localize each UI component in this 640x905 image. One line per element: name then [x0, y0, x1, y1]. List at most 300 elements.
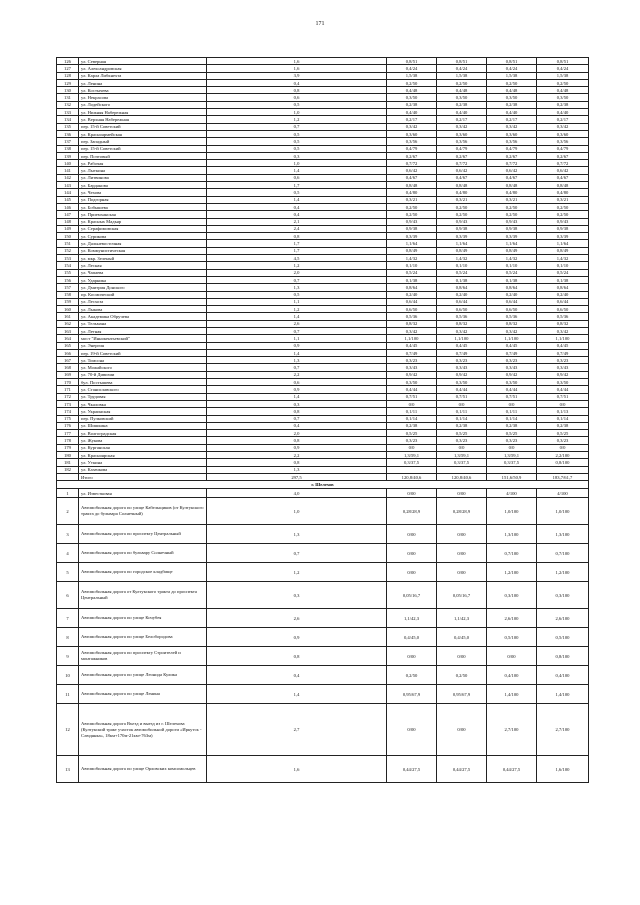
road-name: ул. Чапаева [79, 269, 207, 276]
table-row [57, 498, 589, 525]
value-col-1 [387, 466, 437, 473]
value-col-1: 0,7/51 [387, 393, 437, 400]
row-number: 132 [57, 101, 79, 108]
row-number: 7 [57, 609, 79, 628]
value-col-4: 0,2/40 [537, 291, 589, 298]
value-col-4 [537, 466, 589, 473]
value-col-4: 0,3/56 [537, 138, 589, 145]
table-row [57, 400, 589, 407]
value-col-3: 2,7/100 [487, 704, 537, 756]
row-number: 145 [57, 196, 79, 203]
table-row [57, 489, 589, 498]
row-number: 139 [57, 152, 79, 159]
value-col-2: 0,3/42 [437, 123, 487, 130]
value-col-1: 1,1/100 [387, 335, 437, 342]
road-name: ул. Дальневосточная [79, 240, 207, 247]
value-col-2: 0,95/67,9 [437, 685, 487, 704]
value-col-4: 0,7/49 [537, 349, 589, 356]
table-row [57, 525, 589, 544]
value-col-2: 0,5/25 [437, 430, 487, 437]
value-col-2: 0/00 [437, 563, 487, 582]
value-col-4: 0,8/100 [537, 647, 589, 666]
road-length: 0,9 [207, 386, 387, 393]
value-col-4: 0,8/64 [537, 284, 589, 291]
table-row [57, 262, 589, 269]
value-col-4: 4/100 [537, 489, 589, 498]
row-number: 179 [57, 444, 79, 451]
table-row [57, 357, 589, 364]
value-col-2: 0,4/45,0 [437, 628, 487, 647]
road-length: 0,8 [207, 437, 387, 444]
value-col-1: 0,4/80 [387, 189, 437, 196]
value-col-4: 0,9/43 [537, 218, 589, 225]
road-length: 0,7 [207, 544, 387, 563]
road-length: 2,2 [207, 371, 387, 378]
table-row [57, 459, 589, 466]
value-col-4: 0/0 [537, 400, 589, 407]
row-number: 131 [57, 94, 79, 101]
table-row [57, 422, 589, 429]
row-number: 130 [57, 87, 79, 94]
table-row [57, 130, 589, 137]
road-name: Автомобильная дорога по бульвару Солнечный [79, 544, 207, 563]
value-col-1: 0,7/49 [387, 349, 437, 356]
road-length: 1,3 [207, 284, 387, 291]
road-length: 0,8 [207, 233, 387, 240]
total-empty [57, 473, 79, 480]
value-col-1: 0,1/38 [387, 276, 437, 283]
value-col-1: 1,3/59,1 [387, 452, 437, 459]
value-col-2: 0,5/36 [437, 313, 487, 320]
road-name: ул. Уткина [79, 459, 207, 466]
table-row [57, 371, 589, 378]
value-col-3: 1,4/100 [487, 685, 537, 704]
row-number: 10 [57, 666, 79, 685]
value-col-1: 0,2/50 [387, 79, 437, 86]
road-name: ул. Лыткина [79, 167, 207, 174]
value-col-1: 0,6/50 [387, 306, 437, 313]
row-number: 8 [57, 628, 79, 647]
road-name: ул. Красноармейская [79, 130, 207, 137]
table-row [57, 704, 589, 756]
value-col-2: 0,4/40 [437, 109, 487, 116]
table-row [57, 225, 589, 232]
value-col-2: 0,2/38 [437, 101, 487, 108]
value-col-3: 1,1/64 [487, 240, 537, 247]
value-col-2: 0,4/48 [437, 87, 487, 94]
road-length: 1,3 [207, 525, 387, 544]
table-row [57, 203, 589, 210]
road-table [56, 57, 589, 783]
value-col-2: 0/0 [437, 444, 487, 451]
value-col-4: 1,4/32 [537, 255, 589, 262]
value-col-3: 1,3/100 [487, 525, 537, 544]
table-row [57, 452, 589, 459]
page-number: 171 [315, 21, 325, 27]
value-col-2: 1,1/100 [437, 335, 487, 342]
value-col-2: 0,4/44 [437, 386, 487, 393]
value-col-1: 0,4/24 [387, 65, 437, 72]
value-col-3: 0,3/56 [487, 138, 537, 145]
road-length: 1,4 [207, 685, 387, 704]
value-col-3: 0,3/39 [487, 233, 537, 240]
value-col-4: 0,8/48 [537, 182, 589, 189]
value-col-3: 0,6/42 [487, 167, 537, 174]
row-number: 127 [57, 65, 79, 72]
road-length: 2,4 [207, 225, 387, 232]
value-col-3: 0,3/50 [487, 379, 537, 386]
value-col-1: 0,4/67 [387, 174, 437, 181]
value-col-3: 0,5/24 [487, 269, 537, 276]
road-length: 0,9 [207, 628, 387, 647]
value-col-1: 0,3/23 [387, 437, 437, 444]
value-col-1: 0,3/23 [387, 357, 437, 364]
row-number: 164 [57, 335, 79, 342]
value-col-3: 0,4/80 [487, 189, 537, 196]
row-number: 169 [57, 371, 79, 378]
table-row [57, 582, 589, 609]
value-col-3: 0,3/60 [487, 130, 537, 137]
value-col-1: 0,5/36 [387, 313, 437, 320]
value-col-4: 0,3/23 [537, 357, 589, 364]
value-col-4: 0,6/50 [537, 306, 589, 313]
value-col-3: 0,4/40 [487, 109, 537, 116]
table-row [57, 379, 589, 386]
value-col-1: 0,5/24 [387, 269, 437, 276]
table-row [57, 563, 589, 582]
road-name: Автомобильная дорога Въезд и выезд из г. Шелехова (Култукский тракт участок автомобильной дороги «Иркутск - Слюдянка», 18км+170м-21км+763м) [79, 704, 207, 756]
table-row [57, 218, 589, 225]
value-col-1: 0/00 [387, 647, 437, 666]
row-number: 2 [57, 498, 79, 525]
road-length: 1,6 [207, 756, 387, 783]
road-name: пр. Космический [79, 291, 207, 298]
table-row [57, 174, 589, 181]
value-col-3: 0,2/50 [487, 211, 537, 218]
value-col-4: 0,1/38 [537, 276, 589, 283]
value-col-1: 0,4/48 [387, 87, 437, 94]
row-number: 178 [57, 437, 79, 444]
value-col-3: 0,9/38 [487, 225, 537, 232]
road-name: ул. мкр. Зеленый [79, 255, 207, 262]
row-number: 141 [57, 167, 79, 174]
value-col-3: 0,5/36 [487, 313, 537, 320]
value-col-4: 0,1/10 [537, 262, 589, 269]
value-col-2: 0,1/11 [437, 408, 487, 415]
table-row [57, 269, 589, 276]
value-col-4: 0,7/51 [537, 393, 589, 400]
value-col-2: 0,28/28,9 [437, 498, 487, 525]
table-row [57, 233, 589, 240]
total-col-4: 183,7/61,7 [537, 473, 589, 480]
value-col-4: 1,2/100 [537, 563, 589, 582]
road-length: 1,0 [207, 498, 387, 525]
table-row [57, 160, 589, 167]
road-name: ул. Красных Мадьяр [79, 218, 207, 225]
value-col-1: 0,3/60 [387, 130, 437, 137]
row-number: 165 [57, 342, 79, 349]
value-col-1: 0,1/10 [387, 262, 437, 269]
value-col-4: 0,4/67 [537, 174, 589, 181]
road-name: ул. Ленина [79, 79, 207, 86]
value-col-2: 0,8/32 [437, 320, 487, 327]
road-name: ул. Бобышева [79, 203, 207, 210]
value-col-1: 0,8/49 [387, 247, 437, 254]
value-col-4: 1,3/100 [537, 525, 589, 544]
road-name: ул. Станиславского [79, 386, 207, 393]
row-number: 167 [57, 357, 79, 364]
road-name: пер. Западный [79, 138, 207, 145]
value-col-3: 0/00 [487, 647, 537, 666]
road-length: 0,7 [207, 364, 387, 371]
value-col-3: 0,4/48 [487, 87, 537, 94]
total-length: 297,5 [207, 473, 387, 480]
value-col-1: 0,44/27,5 [387, 756, 437, 783]
value-col-3: 0,3/37,5 [487, 459, 537, 466]
value-col-3: 0,8/49 [487, 247, 537, 254]
road-length: 1,0 [207, 160, 387, 167]
value-col-1: 1,4/32 [387, 255, 437, 262]
value-col-1: 0,3/39 [387, 233, 437, 240]
road-length: 3,9 [207, 72, 387, 79]
value-col-2: 0,1/14 [437, 415, 487, 422]
road-name: бул. Постышева [79, 379, 207, 386]
table-row [57, 306, 589, 313]
value-col-2: 0,7/72 [437, 160, 487, 167]
row-number: 6 [57, 582, 79, 609]
value-col-1: 0,1/11 [387, 408, 437, 415]
table-row [57, 276, 589, 283]
table-row [57, 408, 589, 415]
value-col-2: 0,9/43 [437, 218, 487, 225]
value-col-1: 0,9/43 [387, 218, 437, 225]
value-col-2: 0,3/21 [437, 196, 487, 203]
value-col-2: 1,5/38 [437, 72, 487, 79]
value-col-4: 0,8/100 [537, 459, 589, 466]
value-col-2: 0,3/23 [437, 357, 487, 364]
value-col-3: 0,4/44 [487, 386, 537, 393]
value-col-4: 0,3/50 [537, 94, 589, 101]
road-length: 2,6 [207, 320, 387, 327]
value-col-4: 0,6/44 [537, 298, 589, 305]
road-length: 1,7 [207, 182, 387, 189]
value-col-3: 2,6/100 [487, 609, 537, 628]
row-number: 154 [57, 262, 79, 269]
table-body-b [57, 489, 589, 783]
road-length: 0,7 [207, 276, 387, 283]
value-col-2: 0,2/50 [437, 666, 487, 685]
road-length: 1,4 [207, 196, 387, 203]
table-row [57, 211, 589, 218]
road-name: ул. Серафимовская [79, 225, 207, 232]
table-row [57, 123, 589, 130]
value-col-4: 0,2/50 [537, 203, 589, 210]
table-row [57, 349, 589, 356]
road-length: 1,4 [207, 349, 387, 356]
row-number: 3 [57, 525, 79, 544]
value-col-3: 4/100 [487, 489, 537, 498]
row-number: 136 [57, 130, 79, 137]
value-col-2: 0,3/43 [437, 364, 487, 371]
value-col-4: 0,6/42 [537, 167, 589, 174]
row-number: 5 [57, 563, 79, 582]
value-col-2: 0/00 [437, 544, 487, 563]
road-name: ул. Трудовая [79, 393, 207, 400]
road-name: пер. 15-й Советский [79, 123, 207, 130]
row-number: 151 [57, 240, 79, 247]
table-row [57, 72, 589, 79]
value-col-3: 0,4/24 [487, 65, 537, 72]
value-col-3: 0,2/50 [487, 203, 537, 210]
table-row [57, 386, 589, 393]
value-col-3: 0,3/100 [487, 582, 537, 609]
road-length: 0,5 [207, 291, 387, 298]
value-col-4: 0,4/80 [537, 189, 589, 196]
value-col-4: 0,4/45 [537, 342, 589, 349]
total-label: Итого [79, 473, 207, 480]
value-col-4: 1,4/100 [537, 685, 589, 704]
value-col-4: 0,3/43 [537, 364, 589, 371]
row-number: 9 [57, 647, 79, 666]
road-name: ул. Томсона [79, 357, 207, 364]
table-row [57, 320, 589, 327]
value-col-2: 0,6/50 [437, 306, 487, 313]
row-number: 4 [57, 544, 79, 563]
value-col-1: 0,4/40 [387, 109, 437, 116]
value-col-1: 0,8/48 [387, 182, 437, 189]
road-length: 0,4 [207, 666, 387, 685]
road-name: ул. Карла Либкнехта [79, 72, 207, 79]
value-col-1: 1,1/64 [387, 240, 437, 247]
value-col-3: 0,3/23 [487, 357, 537, 364]
value-col-3: 0,2/50 [487, 79, 537, 86]
value-col-3: 0,1/11 [487, 408, 537, 415]
value-col-3: 0,2/40 [487, 291, 537, 298]
row-number: 126 [57, 58, 79, 65]
row-number: 155 [57, 269, 79, 276]
value-col-3: 0,8/48 [487, 182, 537, 189]
road-length: 0,6 [207, 379, 387, 386]
road-length: 1,6 [207, 58, 387, 65]
value-col-1: 0,2/38 [387, 422, 437, 429]
value-col-3: 1,3/59,1 [487, 452, 537, 459]
row-number: 171 [57, 386, 79, 393]
road-name: пер. 15-й Советский [79, 145, 207, 152]
total-col-1: 120,8/40,6 [387, 473, 437, 480]
road-name: ул. Лодейского [79, 101, 207, 108]
table-row [57, 298, 589, 305]
table-row [57, 342, 589, 349]
value-col-2: 1,1/64 [437, 240, 487, 247]
row-number: 140 [57, 160, 79, 167]
row-number: 128 [57, 72, 79, 79]
value-col-3: 1,1/100 [487, 335, 537, 342]
value-col-4: 0,2/17 [537, 116, 589, 123]
road-length: 0,4 [207, 211, 387, 218]
value-col-2: 0,2/67 [437, 152, 487, 159]
road-name: ул. Барданова [79, 182, 207, 189]
table-row [57, 189, 589, 196]
value-col-4: 0,5/24 [537, 269, 589, 276]
road-name: ул. Суриковa [79, 233, 207, 240]
road-name: пер. 19-й Советский [79, 349, 207, 356]
value-col-2: 0/00 [437, 704, 487, 756]
value-col-1: 0/00 [387, 563, 437, 582]
value-col-3: 0,9/42 [487, 371, 537, 378]
road-name: Автомобильная дорога по улице Леонида Кулика [79, 666, 207, 685]
value-col-2: 0,4/79 [437, 145, 487, 152]
table-row [57, 152, 589, 159]
value-col-1: 0,2/38 [387, 101, 437, 108]
row-number: 173 [57, 400, 79, 407]
road-length: 0,3 [207, 582, 387, 609]
road-length: 1,3 [207, 466, 387, 473]
value-col-4: 0,3/21 [537, 196, 589, 203]
table-row [57, 444, 589, 451]
road-length: 2,0 [207, 430, 387, 437]
value-col-1: 0,2/50 [387, 666, 437, 685]
road-name: ул. Ударника [79, 276, 207, 283]
value-col-3: 0,3/42 [487, 327, 537, 334]
table-row [57, 313, 589, 320]
value-col-2: 0,3/50 [437, 94, 487, 101]
value-col-1: 0,8/32 [387, 320, 437, 327]
value-col-1: 0,2/50 [387, 203, 437, 210]
row-number: 152 [57, 247, 79, 254]
value-col-1: 0,9/42 [387, 371, 437, 378]
value-col-3: 0,4/67 [487, 174, 537, 181]
value-col-3: 0,1/38 [487, 276, 537, 283]
row-number: 159 [57, 298, 79, 305]
road-name: ул. Подгорная [79, 196, 207, 203]
table-row [57, 756, 589, 783]
value-col-3: 0,5/100 [487, 628, 537, 647]
road-length: 0,7 [207, 327, 387, 334]
value-col-4: 0,7/100 [537, 544, 589, 563]
value-col-3: 0,8/51 [487, 58, 537, 65]
value-col-2: 0,2/38 [437, 422, 487, 429]
value-col-1: 0/0 [387, 444, 437, 451]
road-length: 1,3 [207, 357, 387, 364]
value-col-2: 0,6/42 [437, 167, 487, 174]
road-length: 0,5 [207, 138, 387, 145]
value-col-1: 0,7/72 [387, 160, 437, 167]
road-name: ул. Тельмана [79, 320, 207, 327]
road-name: ул. Жукова [79, 437, 207, 444]
value-col-4: 2,7/100 [537, 704, 589, 756]
value-col-2: 0,7/49 [437, 349, 487, 356]
value-col-2: 0,4/24 [437, 65, 487, 72]
road-length: 1,6 [207, 65, 387, 72]
value-col-3: 0,3/42 [487, 123, 537, 130]
road-length: 4,0 [207, 489, 387, 498]
road-name: ул. Александровская [79, 65, 207, 72]
value-col-1: 0,3/56 [387, 138, 437, 145]
road-length: 0,3 [207, 152, 387, 159]
value-col-2: 0/00 [437, 489, 487, 498]
value-col-3: 0,2/67 [487, 152, 537, 159]
table-row [57, 327, 589, 334]
value-col-3: 0,3/23 [487, 437, 537, 444]
value-col-2: 0,6/44 [437, 298, 487, 305]
value-col-4: 0,2/67 [537, 152, 589, 159]
row-number: 135 [57, 123, 79, 130]
road-name: ул. Костычева [79, 87, 207, 94]
value-col-4: 0,4/44 [537, 386, 589, 393]
value-col-3: 0,6/50 [487, 306, 537, 313]
table-row [57, 609, 589, 628]
table-row [57, 685, 589, 704]
